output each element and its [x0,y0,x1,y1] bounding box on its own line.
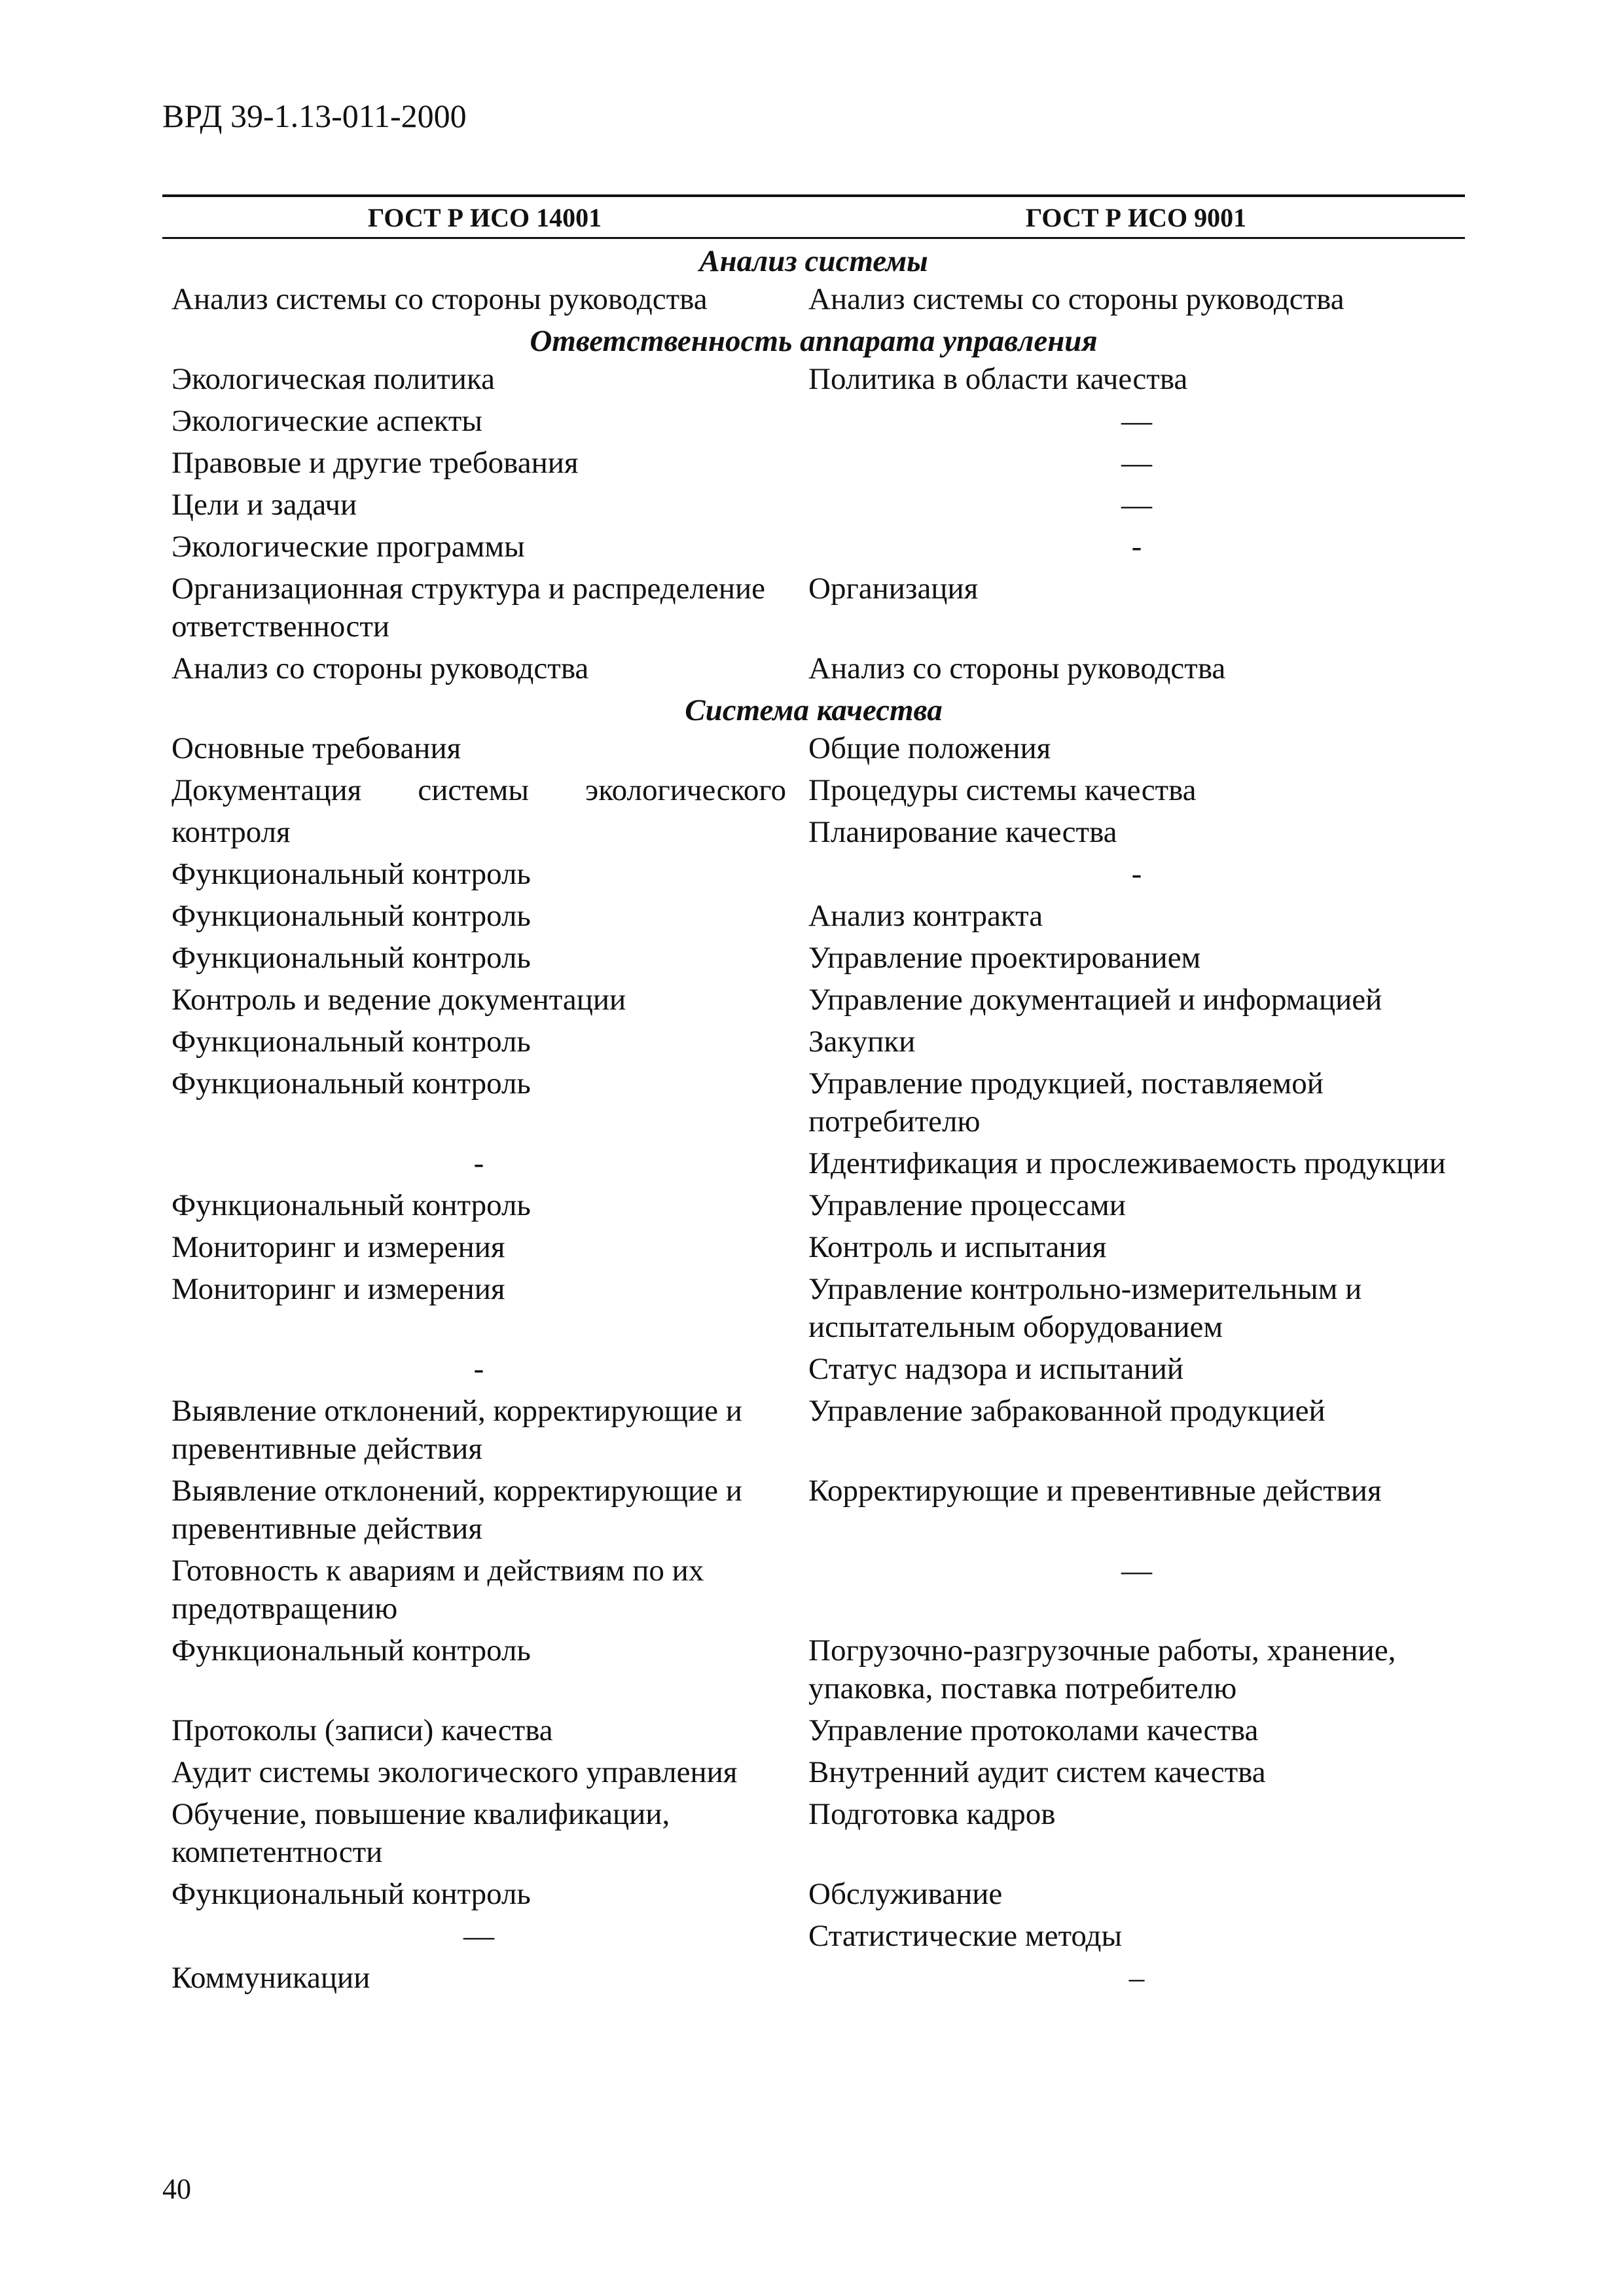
iso9001-cell: Внутренний аудит систем качества [808,1755,1266,1789]
iso9001-cell: - [1131,857,1142,891]
iso14001-cell: Функциональный контроль [171,1877,531,1911]
iso9001-cell: Управление протоколами качества [808,1713,1259,1747]
iso14001-cell: Выявление отклонений, корректирующие и превентивные действия [171,1394,742,1466]
iso14001-cell: Коммуникации [171,1961,370,1995]
table-row [162,897,1465,935]
table-row [162,1917,1465,1955]
iso14001-cell: Мониторинг и измерения [171,1272,505,1306]
iso9001-cell: Планирование качества [808,815,1117,849]
iso9001-cell: - [1131,530,1142,564]
section-heading: Система качества [685,693,943,727]
iso14001-cell: Протоколы (записи) качества [171,1713,553,1747]
table-row [162,1552,1465,1628]
iso9001-cell: Управление контрольно-измерительным и испытательным оборудованием [808,1272,1362,1344]
iso9001-cell: Управление продукцией, поставляемой потребителю [808,1066,1324,1139]
iso9001-cell: Политика в области качества [808,362,1188,396]
table-row [162,1186,1465,1224]
column-header-iso9001: ГОСТ Р ИСО 9001 [1025,203,1247,232]
table-row [162,1350,1465,1388]
iso14001-cell: Правовые и другие требования [171,446,579,480]
table-row [162,280,1465,318]
iso9001-cell: — [1121,1554,1152,1588]
iso9001-cell: Статистические методы [808,1919,1123,1953]
iso14001-cell: Аудит системы экологического управления [171,1755,738,1789]
iso14001-cell: Цели и задачи [171,488,357,522]
iso9001-cell: Статус надзора и испытаний [808,1352,1183,1386]
table-row [162,1392,1465,1468]
iso14001-cell: Функциональный контроль [171,857,531,891]
iso14001-cell: Обучение, повышение квалификации, компетентности [171,1797,670,1869]
iso9001-cell: Процедуры системы качества [808,773,1197,807]
iso9001-cell: Анализ со стороны руководства [808,651,1226,685]
table-row [162,402,1465,440]
table-row [162,813,1465,851]
section-heading: Анализ системы [699,244,928,278]
table-row [162,444,1465,482]
table-row [162,1065,1465,1140]
header-bottom-rule [162,237,1465,239]
table-row [162,1228,1465,1266]
iso14001-cell: Мониторинг и измерения [171,1230,505,1264]
iso9001-cell: Общие положения [808,731,1051,765]
table-row [162,1472,1465,1548]
iso14001-cell: Функциональный контроль [171,1633,531,1667]
iso9001-cell: Идентификация и прослеживаемость продукции [808,1146,1446,1180]
iso14001-cell: Документация системы экологического [171,773,786,807]
iso9001-cell: — [1121,446,1152,480]
table-row [162,1270,1465,1346]
table-row [162,360,1465,398]
iso14001-cell: — [463,1919,494,1953]
iso14001-cell: Экологические аспекты [171,404,482,438]
iso9001-cell: Контроль и испытания [808,1230,1107,1264]
iso14001-cell: Экологическая политика [171,362,495,396]
table-row [162,1144,1465,1182]
page-number: 40 [162,2173,191,2205]
iso9001-cell: Управление забракованной продукцией [808,1394,1326,1428]
table-row [162,570,1465,646]
iso9001-cell: Анализ системы со стороны руководства [808,282,1344,316]
document-code: ВРД 39-1.13-011-2000 [162,98,467,134]
iso14001-cell: Функциональный контроль [171,899,531,933]
iso14001-cell: Анализ со стороны руководства [171,651,589,685]
table-row [162,939,1465,977]
table-row [162,729,1465,767]
table-row [162,1753,1465,1791]
iso9001-cell: Корректирующие и превентивные действия [808,1474,1382,1508]
table-row [162,1875,1465,1913]
iso14001-cell: Выявление отклонений, корректирующие и превентивные действия [171,1474,742,1546]
iso14001-cell: Контроль и ведение документации [171,983,626,1017]
iso14001-cell: Готовность к авариям и действиям по их предотвращению [171,1554,704,1626]
iso9001-cell: – [1128,1961,1145,1995]
section-heading: Ответственность аппарата управления [530,324,1098,358]
table-top-rule [162,194,1465,197]
iso14001-cell: Основные требования [171,731,461,765]
iso14001-cell: Функциональный контроль [171,1188,531,1222]
iso14001-cell: Функциональный контроль [171,1066,531,1101]
iso14001-cell: - [473,1352,484,1386]
table-row [162,981,1465,1019]
iso9001-cell: Погрузочно-разгрузочные работы, хранение, упаковка, поставка потребителю [808,1633,1396,1705]
iso14001-cell: Экологические программы [171,530,525,564]
iso9001-cell: Организация [808,572,979,606]
table-row [162,1711,1465,1749]
iso14001-cell: Функциональный контроль [171,1025,531,1059]
iso9001-cell: Закупки [808,1025,916,1059]
iso9001-cell: Обслуживание [808,1877,1003,1911]
table-row [162,1795,1465,1871]
iso9001-cell: — [1121,488,1152,522]
iso14001-cell: Организационная структура и распределение ответственности [171,572,766,644]
table-row [162,855,1465,893]
table-row [162,1631,1465,1707]
table-row [162,1023,1465,1061]
iso9001-cell: Анализ контракта [808,899,1043,933]
iso9001-cell: Управление документацией и информацией [808,983,1382,1017]
iso14001-cell: Анализ системы со стороны руководства [171,282,708,316]
iso9001-cell: Управление проектированием [808,941,1201,975]
column-header-iso14001: ГОСТ Р ИСО 14001 [367,203,602,232]
iso14001-cell: Функциональный контроль [171,941,531,975]
iso14001-cell: - [473,1146,484,1180]
iso9001-cell: — [1121,404,1152,438]
table-row [162,486,1465,524]
table-row [162,528,1465,566]
iso9001-cell: Управление процессами [808,1188,1126,1222]
comparison-table [162,242,1465,2001]
table-row [162,1959,1465,1997]
iso14001-cell: контроля [171,815,291,849]
table-row [162,649,1465,687]
table-row [162,771,1465,809]
iso9001-cell: Подготовка кадров [808,1797,1056,1831]
